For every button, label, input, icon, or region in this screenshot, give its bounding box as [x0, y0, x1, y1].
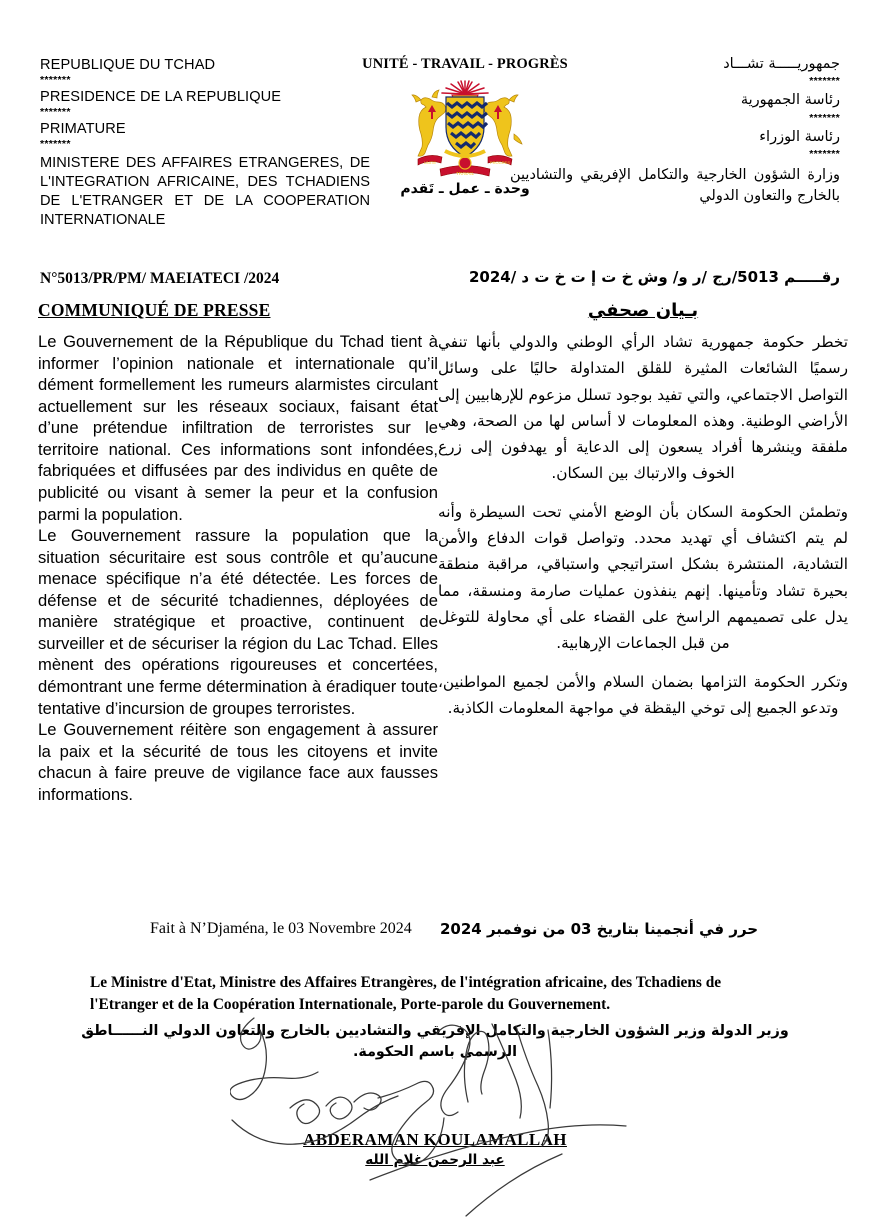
date-line-ar: حرر في أنجمينا بتاريخ 03 من نوفمبر 2024	[440, 920, 759, 938]
document-header	[0, 0, 870, 300]
separator-stars-3: *******	[40, 137, 71, 150]
french-paragraph-3: Le Gouvernement réitère son engagement à assurer la paix et la sécurité de tous les citoyens et invite chacun à faire preuve de vigilance face aux fausses informations.	[38, 720, 438, 804]
reference-number-ar: رقـــــم 5013/رج /ر و/ وش خ ت إ ت خ ت د /2024	[468, 268, 840, 286]
national-motto-ar: وحدة ـ عمل ـ تَقدم	[400, 181, 530, 197]
signatory-name-wrap	[0, 1130, 870, 1168]
header-left-french	[40, 58, 370, 230]
french-paragraph-2: Le Gouvernement rassure la population que la situation sécuritaire est sous contrôle et qu’aucune menace spécifique n’a été détectée. Les forces de défense et de sécurité tchadiennes, déployées de manière stratégique et proactive, continuent de surveiller et de sécuriser la région du Lac Tchad. Elles mènent des opérations rigoureuses et concertées, démontrant une ferme détermination à éradiquer toute tentative d’incursion de groupes terroristes.	[38, 526, 438, 718]
arabic-column	[438, 300, 848, 733]
ministry-name-fr: MINISTERE DES AFFAIRES ETRANGERES, DE L'INTEGRATION AFRICAINE, DES TCHADIENS DE L'ETRANGER ET DE LA COOPERATION INTERNATIONALE	[40, 155, 370, 229]
press-release-title-fr: COMMUNIQUÉ DE PRESSE	[38, 300, 271, 320]
arabic-paragraph-1: تخطر حكومة جمهورية تشاد الرأي الوطني والدولي بأنها تنفي رسميًا الشائعات المثيرة للقلق المتداولة حاليًا على وسائل التواصل الاجتماعي، والتي تفيد بوجود تسلل مزعوم للإرهابيين إلى الأراضي الوطنية. وهذه المعلومات لا أساس لها من الصحة، وهي ملفقة وينشرها أفراد يسعون إلى الدعاية أو يهدفون إلى زرع الخوف والارتباك بين السكان.	[438, 333, 848, 483]
national-motto-fr: UNITÉ - TRAVAIL - PROGRÈS	[362, 56, 568, 72]
date-row	[0, 920, 870, 950]
signatory-title-fr: Le Ministre d'Etat, Ministre des Affaires Etrangères, de l'intégration africaine, des Tchadiens de l'Etranger et de la Coopération Internationale, Porte-parole du Gouvernement.	[90, 974, 722, 1014]
primature-ar: رئاسة الوزراء	[759, 128, 840, 145]
reference-number-fr: N°5013/PR/PM/ MAEIATECI /2024	[40, 270, 280, 287]
separator-stars-ar-1: *******	[809, 75, 840, 88]
country-name-ar: جمهوريـــــة تشـــاد	[723, 56, 840, 72]
presidency-fr: PRESIDENCE DE LA REPUBLIQUE	[40, 89, 282, 106]
svg-text:UNITE: UNITE	[424, 160, 436, 165]
svg-text:PROGRES: PROGRES	[489, 160, 511, 165]
svg-text:TRAVAIL: TRAVAIL	[455, 171, 475, 176]
signatory-name-fr: ABDERAMAN KOULAMALLAH	[303, 1130, 567, 1149]
signature-block	[0, 972, 870, 1168]
signatory-name-ar: عبد الرحمن غلام الله	[365, 1152, 505, 1168]
signatory-title-ar: وزير الدولة وزير الشؤون الخارجية والتكامل الإفريقي والتشاديين بالخارج والتعاون الدولي النــــــاطق الرسمي باسم الحكومة.	[81, 1022, 789, 1061]
ministry-name-ar: وزارة الشؤون الخارجية والتكامل الإفريقي والتشاديين بالخارج والتعاون الدولي	[510, 167, 840, 205]
arabic-paragraph-3: وتكرر الحكومة التزامها بضمان السلام والأمن لجميع المواطنين، وتدعو الجميع إلى توخي اليقظة في مواجهة المعلومات الكاذبة.	[438, 672, 848, 717]
country-name-fr: REPUBLIQUE DU TCHAD	[40, 57, 216, 73]
french-column	[38, 300, 438, 805]
primature-fr: PRIMATURE	[40, 121, 126, 138]
separator-stars-2: *******	[40, 105, 71, 118]
press-release-title-ar: بـيان صحفي	[587, 300, 699, 321]
separator-stars-1: *******	[40, 73, 71, 86]
date-line-fr: Fait à N’Djaména, le 03 Novembre 2024	[150, 920, 412, 937]
separator-stars-ar-3: *******	[809, 148, 840, 161]
separator-stars-ar-2: *******	[809, 111, 840, 124]
french-paragraph-1: Le Gouvernement de la République du Tchad tient à informer l’opinion nationale et internationale qu’il dément formellement les rumeurs alarmistes circulant actuellement sur les réseaux sociaux, faisant état d’une prétendue infiltration de terroristes sur le territoire national. Ces informations sont infondées, fabriquées et diffusées par des individus en quête de publicité ou visant à semer la peur et la confusion parmi la population.	[38, 332, 438, 524]
arabic-paragraph-2: وتطمئن الحكومة السكان بأن الوضع الأمني تحت السيطرة وأنه لم يتم اكتشاف أي تهديد محدد. وتواصل قوات الدفاع والأمن التشادية، المنتشرة بشكل استراتيجي واستباقي، مراقبة منطقة بحيرة تشاد وتأمينها. إنهم ينفذون عمليات صارمة ومنسقة، مما يدل على تصميمهم الراسخ على القضاء على أي محاولة للتوغل من قبل الجماعات الإرهابية.	[438, 502, 848, 653]
presidency-ar: رئاسة الجمهورية	[740, 92, 840, 109]
header-right-arabic	[510, 56, 840, 207]
